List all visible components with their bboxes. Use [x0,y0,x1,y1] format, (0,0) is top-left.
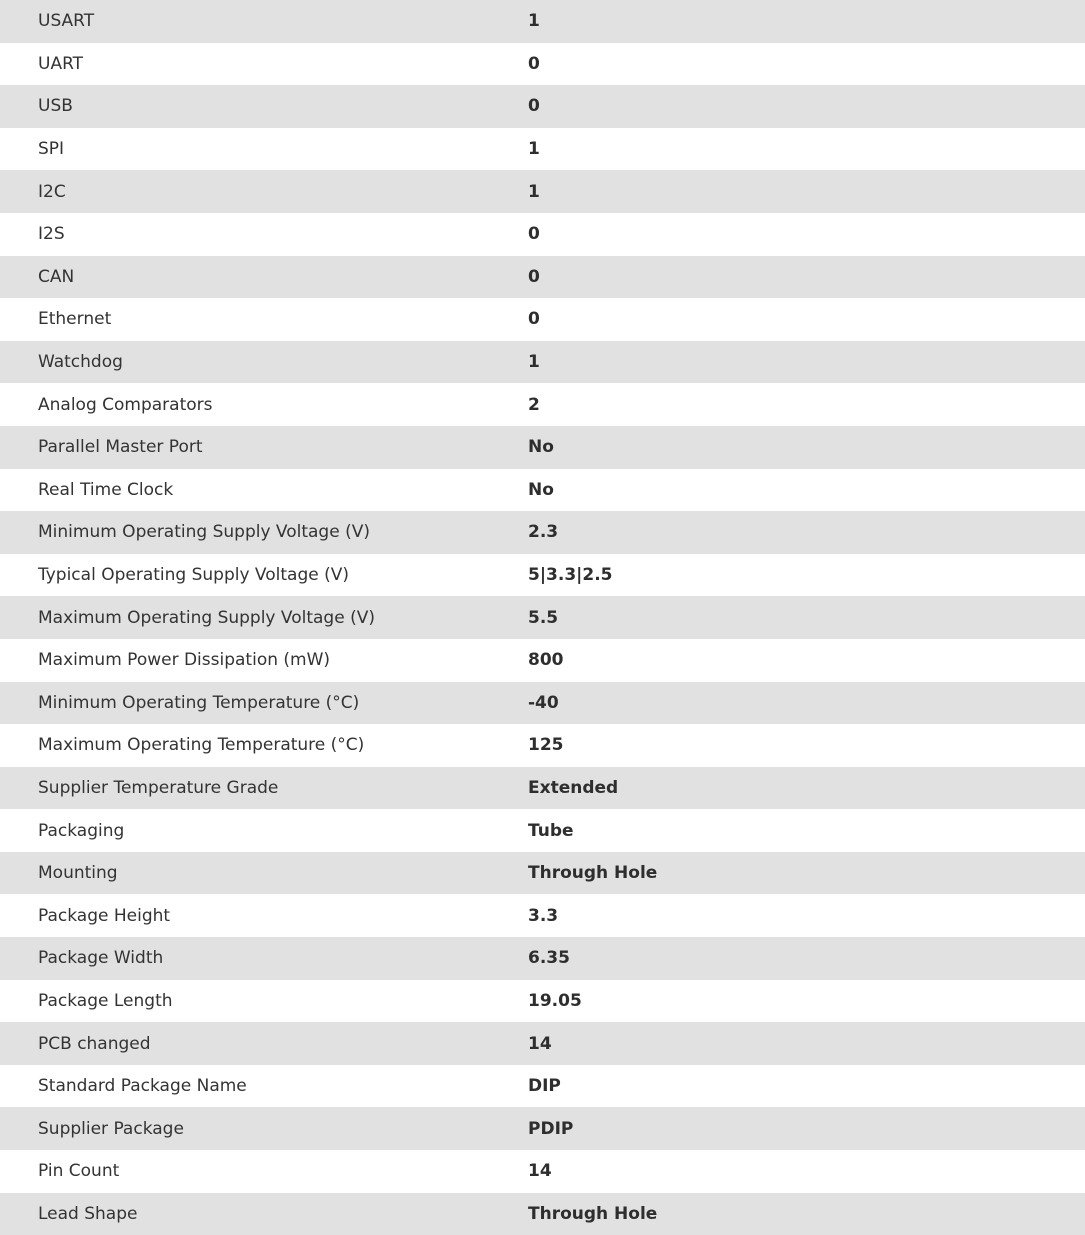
spec-row [0,85,1085,128]
spec-value: 1 [528,11,540,32]
spec-value: 2.3 [528,522,559,543]
spec-row [0,980,1085,1023]
spec-label: Watchdog [38,352,123,373]
spec-row [0,383,1085,426]
spec-label: USART [38,11,95,32]
spec-row [0,213,1085,256]
spec-row [0,43,1085,86]
spec-row [0,298,1085,341]
spec-label: Analog Comparators [38,394,213,415]
spec-row [0,1022,1085,1065]
spec-row [0,256,1085,299]
spec-label: Package Width [38,948,164,969]
spec-value: Through Hole [528,863,658,884]
spec-row [0,1150,1085,1193]
spec-row [0,128,1085,171]
spec-label: I2C [38,181,66,202]
spec-value: -40 [528,692,559,713]
spec-row [0,639,1085,682]
spec-value: 0 [528,53,540,74]
spec-row [0,426,1085,469]
spec-value: 6.35 [528,948,570,969]
spec-row [0,596,1085,639]
spec-row [0,170,1085,213]
spec-label: Package Height [38,905,171,926]
spec-row [0,554,1085,597]
spec-label: SPI [38,139,65,160]
spec-label: USB [38,96,73,117]
spec-label: Pin Count [38,1161,120,1182]
spec-value: No [528,437,554,458]
spec-value: 19.05 [528,990,582,1011]
spec-label: Maximum Power Dissipation (mW) [38,650,331,671]
spec-row [0,1065,1085,1108]
spec-row [0,937,1085,980]
spec-value: 0 [528,266,540,287]
spec-value: 0 [528,224,540,245]
spec-row [0,724,1085,767]
spec-label: Packaging [38,820,125,841]
spec-label: Standard Package Name [38,1076,247,1097]
spec-row [0,511,1085,554]
spec-value: 5.5 [528,607,559,628]
spec-row [0,682,1085,725]
spec-row [0,809,1085,852]
spec-row [0,1193,1085,1235]
spec-label: Ethernet [38,309,112,330]
spec-label: Parallel Master Port [38,437,203,458]
spec-label: Maximum Operating Temperature (°C) [38,735,365,756]
spec-label: Maximum Operating Supply Voltage (V) [38,607,375,628]
spec-value: 2 [528,394,540,415]
spec-label: Minimum Operating Supply Voltage (V) [38,522,370,543]
spec-value: 0 [528,96,540,117]
spec-value: 14 [528,1033,552,1054]
spec-value: 5|3.3|2.5 [528,565,613,586]
spec-value: 14 [528,1161,552,1182]
spec-label: Package Length [38,990,173,1011]
spec-row [0,767,1085,810]
spec-row [0,341,1085,384]
spec-value: 125 [528,735,564,756]
spec-row [0,894,1085,937]
spec-row [0,852,1085,895]
spec-row [0,0,1085,43]
spec-label: Minimum Operating Temperature (°C) [38,692,360,713]
spec-value: Extended [528,777,619,798]
spec-value: 3.3 [528,905,559,926]
spec-label: Real Time Clock [38,479,174,500]
spec-label: I2S [38,224,65,245]
spec-value: 800 [528,650,564,671]
spec-label: Supplier Temperature Grade [38,777,279,798]
spec-value: 1 [528,352,540,373]
spec-label: Mounting [38,863,118,884]
spec-value: DIP [528,1076,561,1097]
spec-label: PCB changed [38,1033,151,1054]
spec-label: UART [38,53,84,74]
spec-value: 1 [528,139,540,160]
spec-row [0,1107,1085,1150]
spec-label: Supplier Package [38,1118,184,1139]
spec-value: Tube [528,820,574,841]
spec-value: Through Hole [528,1203,658,1224]
spec-value: PDIP [528,1118,574,1139]
spec-label: Lead Shape [38,1203,138,1224]
spec-value: 0 [528,309,540,330]
spec-label: CAN [38,266,75,287]
spec-value: 1 [528,181,540,202]
spec-row [0,469,1085,512]
spec-value: No [528,479,554,500]
spec-label: Typical Operating Supply Voltage (V) [38,565,349,586]
